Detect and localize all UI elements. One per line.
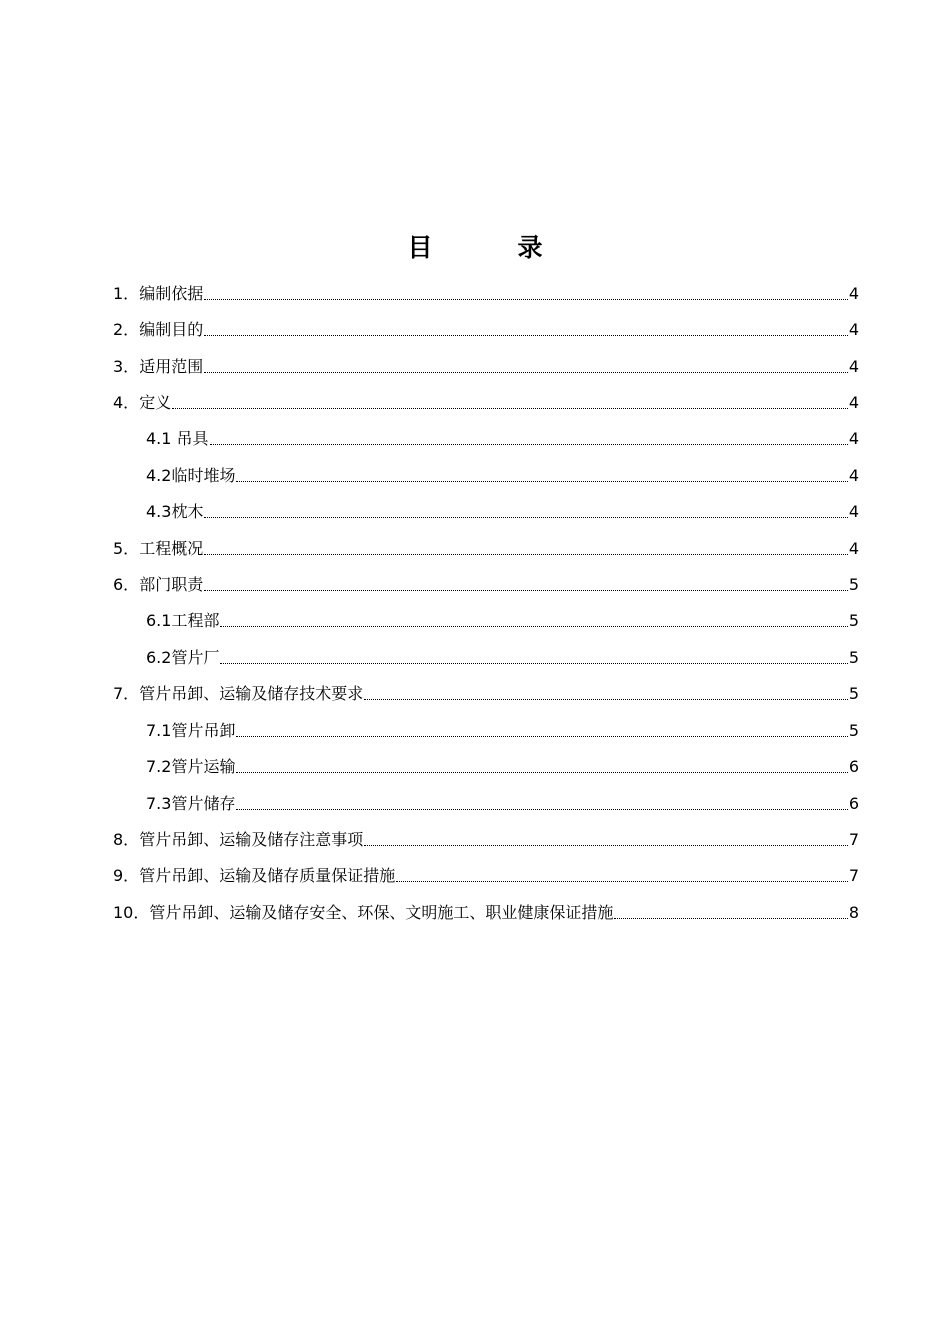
dot-leader [204,590,848,591]
toc-entry-number: 6.2 [146,648,172,667]
toc-subentry[interactable] [146,488,859,524]
dot-leader [236,481,847,482]
toc-entry-number: 10． [113,903,150,922]
toc-entry-label: 管片吊卸、运输及储存注意事项 [139,830,364,849]
toc-entry-page: 4 [848,539,859,558]
dot-leader [220,626,847,627]
dot-leader [172,408,848,409]
toc-entry-label: 编制目的 [139,320,204,339]
toc-entry-page: 6 [848,757,859,776]
toc-entry-page: 5 [848,611,859,630]
toc-entry-page: 6 [848,794,859,813]
toc-subentry[interactable] [146,597,859,633]
toc-entry-number: 7.1 [146,721,172,740]
toc-subentry[interactable] [146,707,859,743]
toc-subentry[interactable] [146,634,859,670]
toc-entry-label: 编制依据 [139,284,204,303]
toc-subentry[interactable] [146,743,859,779]
toc-entry-page: 4 [848,320,859,339]
toc-entry-label: 定义 [139,393,172,412]
toc-entry-page: 7 [848,830,859,849]
toc-title: 目 录 [407,233,573,262]
toc-entry-label: 管片储存 [171,794,236,813]
toc-entry-label: 管片厂 [171,648,220,667]
dot-leader [236,772,847,773]
toc-entry-page: 5 [848,575,859,594]
toc-entry-number: 4.2 [146,466,172,485]
toc-entry[interactable] [113,561,859,597]
toc-entry[interactable] [113,816,859,852]
toc-entry-page: 5 [848,648,859,667]
toc-subentry[interactable] [146,415,859,451]
dot-leader [614,918,847,919]
toc-entry[interactable] [113,306,859,342]
toc-entry-page: 4 [848,466,859,485]
toc-entry-number: 5． [113,539,140,558]
toc-entry-label: 工程概况 [139,539,204,558]
toc-entry-label: 适用范围 [139,357,204,376]
toc-entry-number: 6． [113,575,140,594]
toc-entry-number: 6.1 [146,611,172,630]
dot-leader [236,736,847,737]
toc-entry[interactable] [113,852,859,888]
dot-leader [220,663,847,664]
dot-leader [204,335,848,336]
toc-entry-page: 4 [848,429,859,448]
toc-entry-number: 7.3 [146,794,172,813]
toc-entry-page: 5 [848,721,859,740]
toc-entry[interactable] [113,343,859,379]
dot-leader [204,517,847,518]
toc-entry[interactable] [113,889,859,925]
toc-entry-number: 7.2 [146,757,172,776]
toc-entry[interactable] [113,525,859,561]
dot-leader [204,372,848,373]
toc-entry-page: 8 [848,903,859,922]
toc-entry-page: 4 [848,393,859,412]
toc-entry-label: 工程部 [171,611,220,630]
dot-leader [204,554,848,555]
dot-leader [204,299,848,300]
toc-entry-label: 吊具 [176,429,209,448]
toc-entry-number: 4.1 [146,429,177,448]
toc-entry-page: 5 [848,684,859,703]
toc-entry[interactable] [113,379,859,415]
toc-entry-label: 管片运输 [171,757,236,776]
toc-entry-number: 2． [113,320,140,339]
toc-entry-page: 4 [848,357,859,376]
toc-entry[interactable] [113,670,859,706]
toc-entry-page: 4 [848,502,859,521]
toc-subentry[interactable] [146,780,859,816]
toc-entry[interactable] [113,270,859,306]
toc-entry-label: 枕木 [171,502,204,521]
toc-entry-label: 临时堆场 [171,466,236,485]
toc-entry-number: 9． [113,866,140,885]
dot-leader [210,444,848,445]
toc-entry-page: 4 [848,284,859,303]
toc-entry-number: 4.3 [146,502,172,521]
toc-entry-number: 4． [113,393,140,412]
toc-subentry[interactable] [146,452,859,488]
toc-entry-label: 管片吊卸、运输及储存质量保证措施 [139,866,396,885]
toc-entry-label: 管片吊卸 [171,721,236,740]
toc-entry-page: 7 [848,866,859,885]
toc-entry-number: 3． [113,357,140,376]
toc-entry-number: 7． [113,684,140,703]
dot-leader [364,845,848,846]
dot-leader [396,881,848,882]
toc-entry-number: 8． [113,830,140,849]
dot-leader [236,809,847,810]
toc-entry-label: 部门职责 [139,575,204,594]
toc-entry-label: 管片吊卸、运输及储存技术要求 [139,684,364,703]
toc-entry-number: 1． [113,284,140,303]
dot-leader [364,699,848,700]
toc-entry-label: 管片吊卸、运输及储存安全、环保、文明施工、职业健康保证措施 [149,903,614,922]
